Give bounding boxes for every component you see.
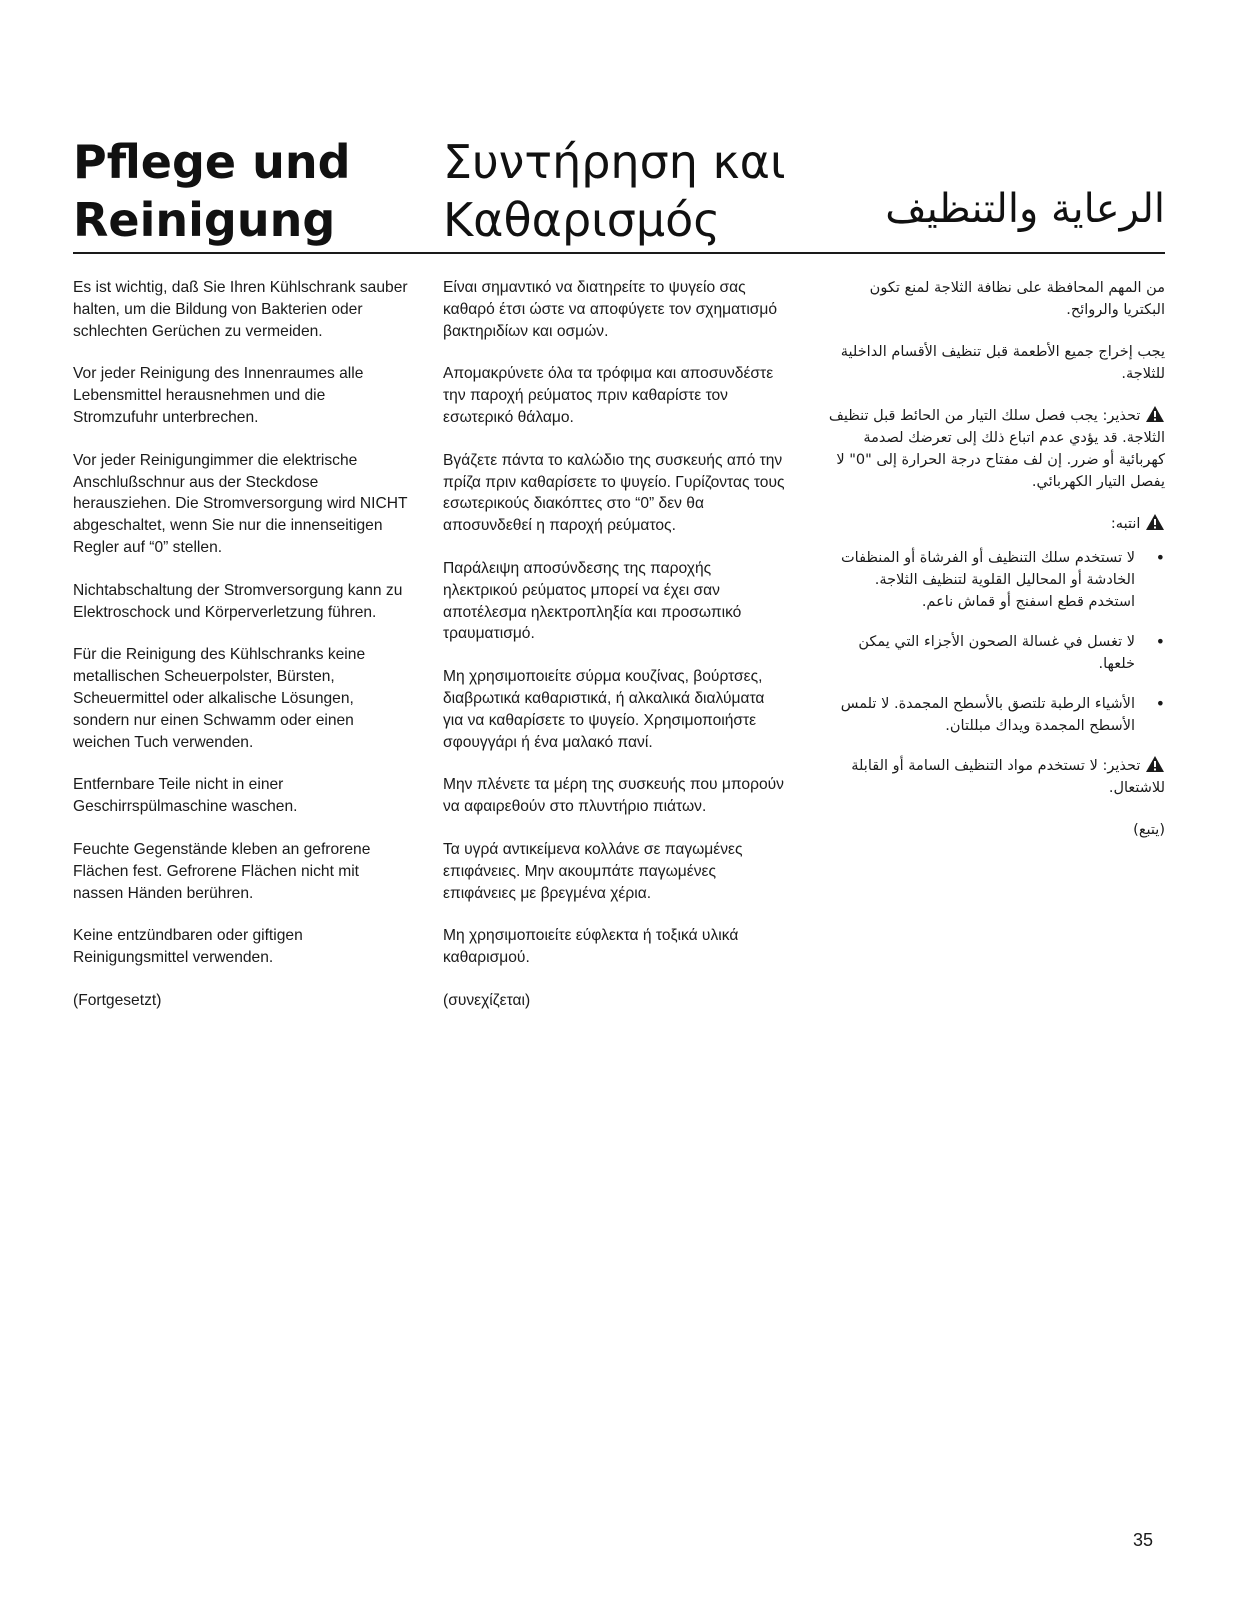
arabic-warning-unplug (825, 405, 1165, 493)
page-number: 35 (1133, 1530, 1154, 1550)
german-column (73, 277, 413, 1033)
german-paragraph: Vor jeder Reinigung des Innenraumes alle Lebensmittel herausnehmen und die Stromzufuhr unterbrechen. (73, 365, 364, 426)
title-greek-line-1: Συντήρηση και (443, 135, 786, 189)
greek-paragraph: Είναι σημαντικό να διατηρείτε το ψυγείο σας καθαρό έτσι ώστε να αποφύγετε τον σχηματισμό βακτηριδίων και οσμών. (443, 279, 778, 340)
arabic-column (825, 277, 1165, 861)
title-german-line-2: Reinigung (73, 193, 336, 247)
arabic-warning-unplug-text: تحذير: يجب فصل سلك التيار من الحائط قبل تنظيف الثلاجة. قد يؤدي عدم اتباع ذلك إلى تعرضك لصدمة كهربائية أو ضرر. إن لف مفتاح درجة الحرارة إلى "0" لا يفصل التيار الكهربائي. (828, 408, 1165, 490)
arabic-caution-label: انتبه: (1110, 516, 1141, 532)
greek-column (443, 277, 788, 1033)
title-divider (73, 252, 1165, 254)
arabic-warning-flammable (825, 755, 1165, 799)
arabic-intro: من المهم المحافظة على نظافة الثلاجة لمنع تكون البكتريا والروائح. (869, 280, 1165, 318)
title-greek-line-2: Καθαρισμός (443, 193, 721, 247)
arabic-warning-flammable-text: تحذير: لا تستخدم مواد التنظيف السامة أو القابلة للاشتعال. (851, 758, 1165, 796)
greek-continued: (συνεχίζεται) (443, 991, 531, 1009)
title-greek (443, 133, 786, 249)
arabic-caution-list (825, 547, 1165, 737)
german-paragraph: Für die Reinigung des Kühlschranks keine metallischen Scheuerpolster, Bürsten, Scheuermittel oder alkalische Lösungen, sondern nur einen Schwamm oder einen weichen Tuch verwenden. (73, 646, 366, 751)
greek-paragraph: Βγάζετε πάντα το καλώδιο της συσκευής από την πρίζα πριν καθαρίσετε το ψυγείο. Γυρίζοντας τους εσωτερικούς διακόπτες στο “0” δεν θα αποσυνδεθεί η παροχή ρεύματος. (443, 451, 785, 535)
greek-paragraph: Μην πλένετε τα μέρη της συσκευής που μπορούν να αφαιρεθούν στο πλυντήριο πιάτων. (443, 776, 784, 816)
title-german-line-1: Pflege und (73, 135, 351, 189)
greek-paragraph: Τα υγρά αντικείμενα κολλάνε σε παγωμένες επιφάνειες. Μην ακουμπάτε παγωμένες επιφάνειες με βρεγμένα χέρια. (443, 840, 743, 902)
greek-paragraph: Απομακρύνετε όλα τα τρόφιμα και αποσυνδέστε την παροχή ρεύματος πριν καθαρίστε τον εσωτερικό θάλαμο. (443, 365, 774, 426)
title-arabic: الرعاية والتنظيف (885, 186, 1165, 232)
arabic-caution (825, 513, 1165, 535)
greek-paragraph: Παράλειψη αποσύνδεσης της παροχής ηλεκτρικού ρεύματος μπορεί να έχει σαν αποτέλεσμα ηλεκτροπληξία και προσωπικό τραυματισμό. (443, 559, 742, 643)
greek-paragraph: Μη χρησιμοποιείτε εύφλεκτα ή τοξικά υλικά καθαρισμού. (443, 927, 739, 967)
warning-triangle-icon (1145, 513, 1165, 531)
german-continued: (Fortgesetzt) (73, 991, 162, 1009)
arabic-remove-food: يجب إخراج جميع الأطعمة قبل تنظيف الأقسام الداخلية للثلاجة. (840, 344, 1165, 382)
german-paragraph: Vor jeder Reinigungimmer die elektrische Anschlußschnur aus der Steckdose herausziehen. Die Stromversorgung wird NICHT abgeschaltet, wenn Sie nur die innenseitigen Regler auf “0” stellen. (73, 451, 408, 556)
list-item: • الأشياء الرطبة تلتصق بالأسطح المجمدة. لا تلمس الأسطح المجمدة ويداك مبللتان. (825, 693, 1165, 737)
warning-triangle-icon (1145, 755, 1165, 773)
arabic-continued: (يتبع) (1133, 822, 1165, 838)
german-paragraph: Feuchte Gegenstände kleben an gefrorene Flächen fest. Gefrorene Flächen nicht mit nassen Händen berühren. (73, 840, 371, 902)
german-paragraph: Entfernbare Teile nicht in einer Geschirrspülmaschine waschen. (73, 776, 298, 816)
list-item: • لا تستخدم سلك التنظيف أو الفرشاة أو المنظفات الخادشة أو المحاليل القلوية لتنظيف الثلاجة. استخدم قطع اسفنج أو قماش ناعم. (825, 547, 1165, 613)
list-item: • لا تغسل في غسالة الصحون الأجزاء التي يمكن خلعها. (825, 631, 1165, 675)
german-paragraph: Keine entzündbaren oder giftigen Reinigungsmittel verwenden. (73, 927, 303, 967)
german-paragraph: Nichtabschaltung der Stromversorgung kann zu Elektroschock und Körperverletzung führen. (73, 581, 403, 621)
warning-triangle-icon (1145, 405, 1165, 423)
german-paragraph: Es ist wichtig, daß Sie Ihren Kühlschrank sauber halten, um die Bildung von Bakterien oder schlechten Gerüchen zu vermeiden. (73, 279, 408, 340)
greek-paragraph: Μη χρησιμοποιείτε σύρμα κουζίνας, βούρτσες, διαβρωτικά καθαριστικά, ή αλκαλικά διαλύματα για να καθαρίσετε το ψυγείο. Χρησιμοποιήστε σφουγγάρι ή ένα μαλακό πανί. (443, 668, 765, 751)
title-german (73, 133, 351, 249)
